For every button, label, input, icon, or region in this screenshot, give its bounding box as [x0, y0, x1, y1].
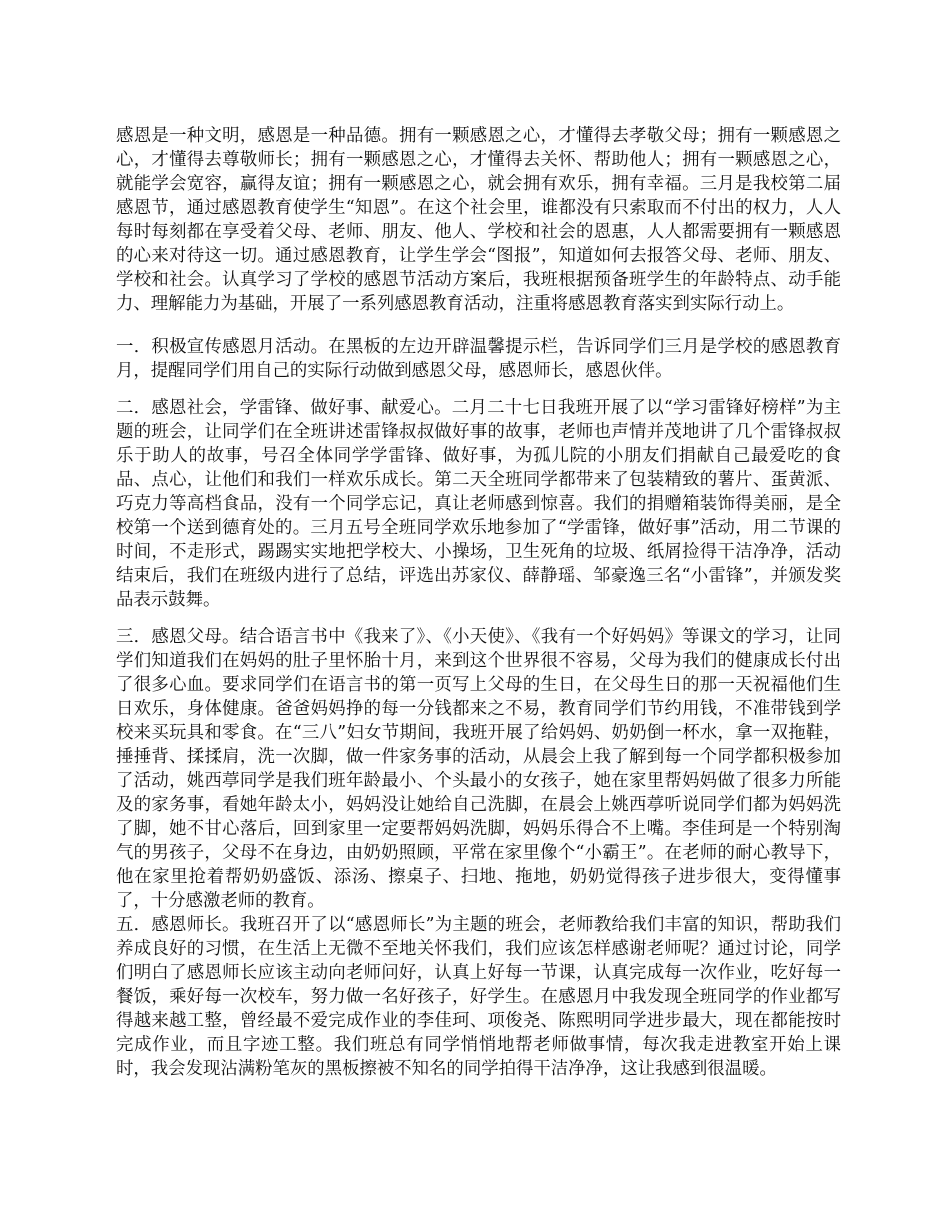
section-2-paragraph: 二．感恩社会，学雷锋、做好事、献爱心。二月二十七日我班开展了以“学习雷锋好榜样”为主题的班会，让同学们在全班讲述雷锋叔叔做好事的故事，老师也声情并茂地讲了几个雷锋叔叔乐于助人的故事，号召全体同学学雷锋、做好事，为孤儿院的小朋友们捐献自己最爱吃的食品、点心，让他们和我们一样欢乐成长。第二天全班同学都带来了包装精致的薯片、蛋黄派、巧克力等高档食品，没有一个同学忘记，真让老师感到惊喜。我们的捐赠箱装饰得美丽，是全校第一个送到德育处的。三月五号全班同学欢乐地参加了“学雷锋，做好事”活动，用二节课的时间，不走形式，踢踢实实地把学校大、小操场，卫生死角的垃圾、纸屑捡得干洁净净，活动结束后，我们在班级内进行了总结，评选出苏家仪、薛静瑶、邹豪逸三名“小雷锋”，并颁发奖品表示鼓舞。 [116, 398, 841, 610]
section-3-paragraph: 三．感恩父母。结合语言书中《我来了》、《小天使》、《我有一个好妈妈》等课文的学习，让同学们知道我们在妈妈的肚子里怀胎十月，来到这个世界很不容易，父母为我们的健康成长付出了很多心血。要求同学们在语言书的第一页写上父母的生日，在父母生日的那一天祝福他们生日欢乐，身体健康。爸爸妈妈挣的每一分钱都来之不易，教育同学们节约用钱，不准带钱到学校来买玩具和零食。在“三八”妇女节期间，我班开展了给妈妈、奶奶倒一杯水，拿一双拖鞋，捶捶背、揉揉肩，洗一次脚，做一件家务事的活动，从晨会上我了解到每一个同学都积极参加了活动，姚西葶同学是我们班年龄最小、个头最小的女孩子，她在家里帮妈妈做了很多力所能及的家务事，看她年龄太小，妈妈没让她给自己洗脚，在晨会上姚西葶听说同学们都为妈妈洗了脚，她不甘心落后，回到家里一定要帮妈妈洗脚，妈妈乐得合不上嘴。李佳珂是一个特别淘气的男孩子，父母不在身边，由奶奶照顾，平常在家里像个“小霸王”。在老师的耐心教导下，他在家里抢着帮奶奶盛饭、添汤、擦桌子、扫地、拖地，奶奶觉得孩子进步很大，变得懂事了，十分感激老师的教育。 [116, 627, 841, 911]
section-5-paragraph: 五．感恩师长。我班召开了以“感恩师长”为主题的班会，老师教给我们丰富的知识，帮助我们养成良好的习惯，在生活上无微不至地关怀我们，我们应该怎样感谢老师呢？通过讨论，同学们明白了感恩师长应该主动向老师问好，认真上好每一节课，认真完成每一次作业，吃好每一餐饭，乘好每一次校车，努力做一名好孩子，好学生。在感恩月中我发现全班同学的作业都写得越来越工整，曾经最不爱完成作业的李佳珂、项俊尧、陈熙明同学进步最大，现在都能按时完成作业，而且字迹工整。我们班总有同学悄悄地帮老师做事情，每次我走进教室开始上课时，我会发现沾满粉笔灰的黑板擦被不知名的同学拍得干洁净净，这让我感到很温暖。 [116, 915, 841, 1079]
intro-paragraph: 感恩是一种文明，感恩是一种品德。拥有一颗感恩之心，才懂得去孝敬父母；拥有一颗感恩之心，才懂得去尊敬师长；拥有一颗感恩之心，才懂得去关怀、帮助他人；拥有一颗感恩之心，就能学会宽容，赢得友谊；拥有一颗感恩之心，就会拥有欢乐，拥有幸福。三月是我校第二届感恩节，通过感恩教育使学生“知恩”。在这个社会里，谁都没有只索取而不付出的权力，人人每时每刻都在享受着父母、老师、朋友、他人、学校和社会的恩惠，人人都需要拥有一颗感恩的心来对待这一切。通过感恩教育，让学生学会“图报”，知道如何去报答父母、老师、朋友、学校和社会。认真学习了学校的感恩节活动方案后，我班根据预备班学生的年龄特点、动手能力、理解能力为基础，开展了一系列感恩教育活动，注重将感恩教育落实到实际行动上。 [116, 126, 841, 314]
section-1-paragraph: 一．积极宣传感恩月活动。在黑板的左边开辟温馨提示栏，告诉同学们三月是学校的感恩教育月，提醒同学们用自己的实际行动做到感恩父母，感恩师长，感恩伙伴。 [116, 337, 841, 381]
